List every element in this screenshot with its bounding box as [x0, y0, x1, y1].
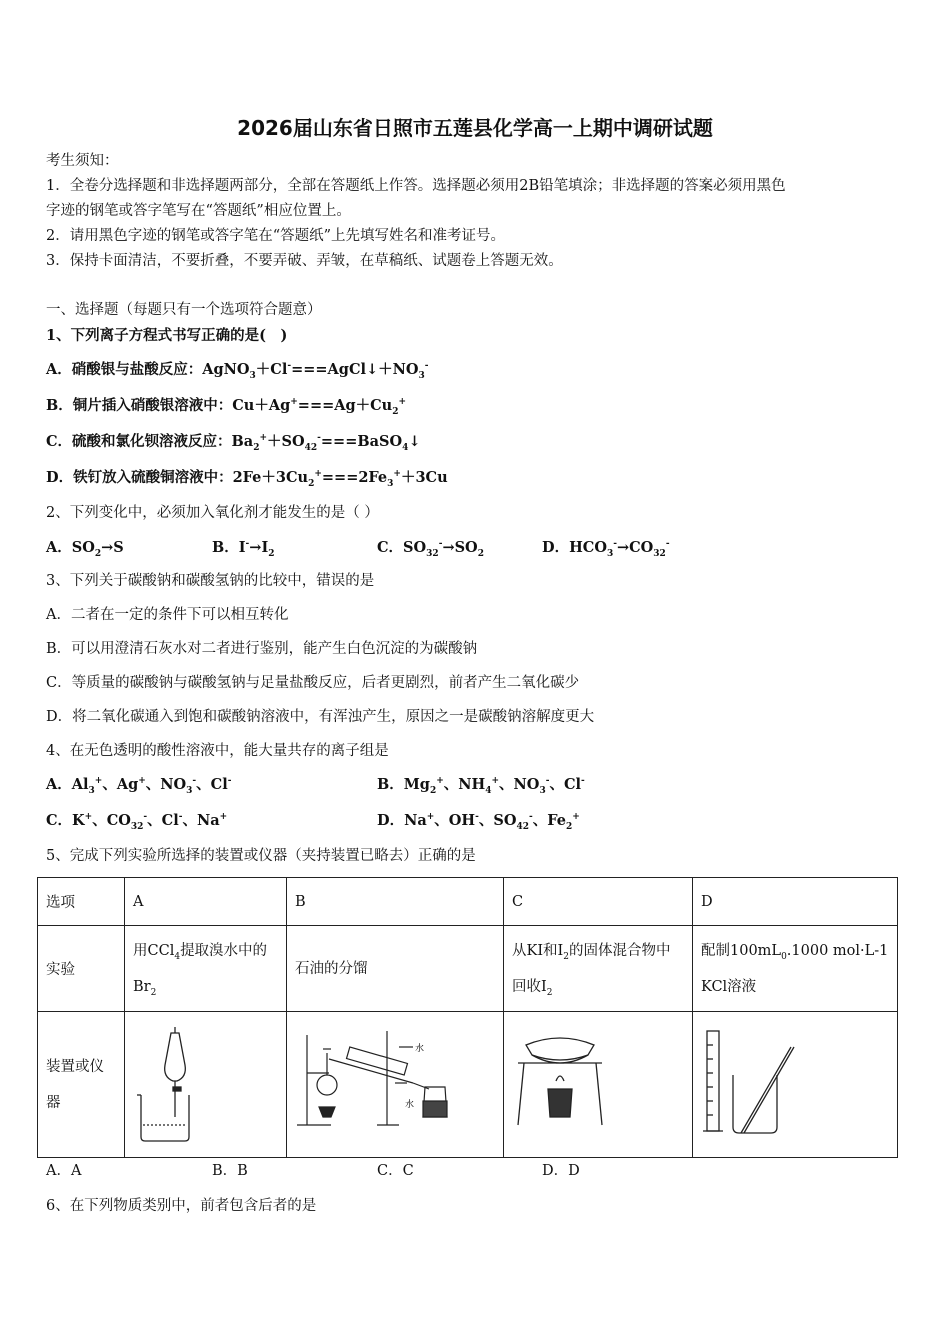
question-5-answer-b: B．B [212, 1163, 248, 1179]
section-heading: 一、选择题（每题只有一个选项符合题意） [46, 302, 322, 318]
question-3-stem: 3、下列关于碳酸钠和碳酸氢钠的比较中，错误的是 [46, 573, 375, 589]
separatory-funnel-icon [133, 1025, 223, 1145]
notice-item: 3．保持卡面清洁，不要折叠，不要弄破、弄皱，在草稿纸、试题卷上答题无效。 [46, 253, 563, 269]
table-cell [287, 1012, 504, 1158]
question-3-option-b: B．可以用澄清石灰水对二者进行鉴别，能产生白色沉淀的为碳酸钠 [46, 641, 478, 657]
notice-item: 2．请用黑色字迹的钢笔或答字笔在“答题纸”上先填写姓名和准考证号。 [46, 228, 506, 244]
question-1-option-c [46, 432, 421, 452]
page-title: 2026届山东省日照市五莲县化学高一上期中调研试题 [237, 116, 713, 140]
question-5-answer-c: C．C [377, 1163, 414, 1179]
evaporating-dish-icon [512, 1025, 612, 1145]
notice-heading: 考生须知： [46, 153, 119, 169]
question-2-option-a: A．$SO_2\to S$ [46, 539, 124, 559]
water-in-label: 水 [415, 1043, 425, 1054]
question-1-stem: 1、下列离子方程式书写正确的是( ) [46, 327, 288, 344]
option-label: B．铜片插入硝酸银溶液中： [46, 397, 233, 414]
table-cell [693, 926, 898, 1012]
question-6-stem: 6、在下列物质类别中，前者包含后者的是 [46, 1198, 317, 1214]
table-row [38, 1012, 898, 1158]
question-2-stem: 2、下列变化中，必须加入氧化剂才能发生的是（ ） [46, 505, 379, 521]
question-4-option-a: A．$Al_3^+$、Ag+、$NO_3^-$、Cl- [46, 776, 232, 796]
question-3-option-a: A．二者在一定的条件下可以相互转化 [46, 607, 289, 623]
column-header: B [287, 878, 504, 926]
column-header: A [125, 878, 287, 926]
column-header: D [693, 878, 898, 926]
question-3-option-c: C．等质量的碳酸钠与碳酸氢钠与足量盐酸反应，后者更剧烈，前者产生二氧化碳少 [46, 675, 580, 691]
equation: $Cu+Ag^+===Ag+Cu_2^+$ [232, 397, 407, 417]
table-cell [504, 1012, 693, 1158]
experiment-text: 从KI和$I_2$的固体混合物中回收$I_2$ [512, 942, 671, 998]
question-2-option-c: C．$SO_{32}^-\to SO_2$ [377, 539, 484, 559]
option-label: A．硝酸银与盐酸反应： [46, 361, 203, 378]
question-4-option-b: B．$Mg_2^+$、$NH_4^+$、$NO_3^-$、Cl- [377, 776, 585, 796]
table-cell [693, 1012, 898, 1158]
notice-item: 1．全卷分选择题和非选择题两部分，全部在答题纸上作答。选择题必须用2B铅笔填涂；非选择题的答案必须用黑色 [46, 178, 786, 194]
question-4-option-c: C．K+、$CO_{32}^-$、Cl-、Na+ [46, 812, 228, 832]
graduated-cylinder-icon [701, 1025, 811, 1145]
question-2-option-b: B．$I^-\to I_2$ [212, 539, 275, 559]
experiment-table [37, 877, 898, 1158]
row-header: 选项 [38, 878, 125, 926]
question-4-option-d: D．Na+、OH-、$SO_{42}^-$、$Fe_2^+$ [377, 812, 580, 832]
option-label: D．铁钉放入硫酸铜溶液中： [46, 469, 233, 486]
question-5-answer-d: D．D [542, 1163, 580, 1179]
column-header: C [504, 878, 693, 926]
row-header: 实验 [38, 926, 125, 1012]
experiment-text: 用CCl$_4$提取溴水中的$Br_2$ [133, 942, 268, 998]
equation: $2Fe+3Cu_2^+===2Fe_3^++3Cu$ [232, 469, 448, 489]
table-row [38, 878, 898, 926]
option-label: C．硫酸和氯化钡溶液反应： [46, 433, 232, 450]
water-out-label: 水 [405, 1099, 415, 1110]
question-5-stem: 5、完成下列实验所选择的装置或仪器（夹持装置已略去）正确的是 [46, 848, 476, 864]
row-header: 装置或仪器 [38, 1012, 125, 1158]
question-4-stem: 4、在无色透明的酸性溶液中，能大量共存的离子组是 [46, 743, 389, 759]
distillation-apparatus-icon [295, 1025, 475, 1145]
table-cell [125, 1012, 287, 1158]
equation: $AgNO_3+Cl^-===AgCl↓+NO_3^-$ [202, 361, 429, 381]
equation: $Ba_2^++SO_{42}^-===BaSO_4↓$ [231, 433, 421, 453]
notice-item: 字迹的钢笔或答字笔写在“答题纸”相应位置上。 [46, 203, 351, 219]
table-cell [125, 926, 287, 1012]
table-cell [504, 926, 693, 1012]
question-2-option-d: D．$HCO_3^-\to CO_{32}^-$ [542, 539, 670, 559]
question-1-option-b [46, 396, 406, 416]
experiment-text: 石油的分馏 [295, 960, 368, 977]
table-cell [287, 926, 504, 1012]
question-3-option-d: D．将二氧化碳通入到饱和碳酸钠溶液中，有浑浊产生，原因之一是碳酸钠溶解度更大 [46, 709, 595, 725]
table-row [38, 926, 898, 1012]
experiment-text: 配制$100mL_0.1000$ mol·L-1 KCl溶液 [701, 942, 889, 995]
question-1-option-d [46, 468, 448, 488]
question-1-option-a [46, 360, 429, 380]
question-5-answer-a: A．A [46, 1163, 82, 1179]
